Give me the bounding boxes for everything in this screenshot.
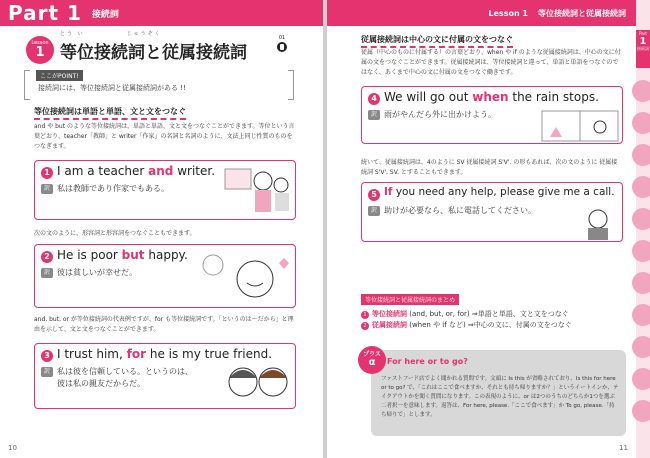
rain-window-illustration bbox=[540, 109, 620, 143]
plus-title: For here or to go? bbox=[387, 357, 468, 366]
example-box-1 bbox=[34, 160, 296, 220]
tab-dot[interactable] bbox=[632, 368, 650, 390]
example-japanese: 私は教師であり作家でもある。 bbox=[57, 184, 169, 193]
example-box-3 bbox=[34, 343, 296, 409]
example-number: 4 bbox=[368, 93, 380, 105]
left-page bbox=[0, 0, 323, 458]
summary-box bbox=[361, 287, 583, 329]
section-para-2: 従属（中心のものに付属する）の言葉どおり、when や if のような従属接続詞は、中心の文に付属の文をつなぐことができます。従属接続詞は、等位接続詞と違って、単語と単語をつなぐのではなく、あくまで中心の文に付属の文をつなぐ働きです。 bbox=[361, 49, 621, 76]
right-page bbox=[327, 0, 650, 458]
part-label: Part 1 bbox=[8, 1, 82, 25]
translation-icon: 訳 bbox=[41, 268, 53, 278]
header-title: 等位接続詞と従属接続詞 bbox=[538, 8, 626, 18]
translation-icon: 訳 bbox=[41, 367, 53, 377]
tab-part-1[interactable]: Part 1 接続詞 bbox=[636, 30, 650, 68]
tab-dot[interactable] bbox=[632, 240, 650, 262]
title-furigana: とう い じゅうぞく bbox=[60, 31, 162, 37]
tab-dot[interactable] bbox=[632, 208, 650, 230]
example-number: 1 bbox=[41, 167, 53, 179]
header-lesson: Lesson 1 bbox=[488, 8, 528, 18]
phone-call-illustration bbox=[576, 207, 620, 241]
para-2: and, but, or が等位接続詞の代表例ですが、for も等位接続詞です。「というのは～だから」と理由を示して、文と文をつなぐことができます。 bbox=[34, 316, 294, 333]
tab-dot[interactable] bbox=[632, 304, 650, 326]
translation-icon: 訳 bbox=[368, 206, 380, 216]
right-header bbox=[327, 0, 636, 26]
example-number: 5 bbox=[368, 189, 380, 201]
example-japanese: 私は彼を信頼している。というのは、 彼は私の親友だからだ。 bbox=[57, 367, 193, 388]
example-english: I trust him, for he is my true friend. bbox=[57, 347, 273, 361]
tab-dot[interactable] bbox=[632, 176, 650, 198]
point-label: ここがPOINT! bbox=[36, 70, 83, 81]
left-header bbox=[0, 0, 323, 26]
section-heading-2: 従属接続詞は中心の文に付属の文をつなぐ bbox=[361, 34, 513, 48]
audio-icon[interactable] bbox=[276, 36, 288, 55]
example-english: He is poor but happy. bbox=[57, 248, 188, 262]
side-tab bbox=[636, 0, 650, 458]
tab-dot[interactable] bbox=[632, 112, 650, 134]
lesson-number: 1 bbox=[35, 45, 45, 60]
example-english: I am a teacher and writer. bbox=[57, 164, 216, 178]
page-number: 11 bbox=[619, 444, 628, 452]
summary-title: 等位接続詞と従属接続詞のまとめ bbox=[361, 294, 459, 305]
point-box bbox=[24, 70, 294, 100]
friends-illustration bbox=[223, 362, 293, 406]
translation-icon: 訳 bbox=[41, 184, 53, 194]
example-box-4 bbox=[361, 86, 623, 144]
summary-lines: 1 等位接続詞 (and, but, or, for) ⇒単語と単語、文と文をつなぐ 2 従属接続詞 (when や if など) ⇒中心の文に、付属の文をつなぐ bbox=[361, 309, 583, 331]
plus-alpha-badge: プラス α bbox=[358, 346, 386, 374]
tab-dot[interactable] bbox=[632, 272, 650, 294]
tab-dot[interactable] bbox=[632, 80, 650, 102]
section-heading-1: 等位接続詞は単語と単語、文と文をつなぐ bbox=[34, 106, 186, 120]
audio-track: 01 bbox=[278, 35, 286, 41]
example-box-5 bbox=[361, 182, 623, 242]
plus-alpha-box bbox=[371, 350, 626, 436]
example-english: We will go out when the rain stops. bbox=[384, 90, 599, 104]
poor-happy-illustration bbox=[195, 249, 293, 305]
example-english: If you need any help, please give me a call. bbox=[384, 186, 615, 198]
lesson-title: 等位接続詞と従属接続詞 bbox=[60, 43, 247, 63]
section-para-1: and や but のような等位接続詞は、単語と単語、文と文をつなぐことができます。等位という言葉どおり、teacher「教師」と writer「作家」の名詞と名詞のように、文法上同じ性質のものをつなぎます。 bbox=[34, 123, 295, 150]
lesson-label: Lesson bbox=[31, 40, 49, 46]
example-number: 2 bbox=[41, 251, 53, 263]
example-japanese: 助けが必要なら、私に電話してください。 bbox=[384, 206, 536, 215]
tab-dot[interactable] bbox=[632, 336, 650, 358]
mid-paragraph: 次の文のように、形容詞と形容詞をつなぐこともできます。 bbox=[34, 230, 196, 237]
tab-dot[interactable] bbox=[632, 400, 650, 422]
example-japanese: 彼は貧しいが幸せだ。 bbox=[57, 268, 137, 277]
tab-dot[interactable] bbox=[632, 144, 650, 166]
para-3: 続いて、従属接続詞は、4のように SV 従属接続詞 S'V'. の形もあれば、次の文のように 従属接続詞 S'V', SV. とすることもできます。 bbox=[361, 159, 618, 176]
page-number: 10 bbox=[8, 444, 17, 452]
teacher-writer-illustration bbox=[223, 165, 293, 217]
header-title: 接続詞 bbox=[91, 9, 119, 20]
example-japanese: 雨がやんだら外に出かけよう。 bbox=[384, 110, 496, 119]
example-number: 3 bbox=[41, 350, 53, 362]
plus-body: ファストフード店でよく聞かれる質問です。文頭に Is this が省略されており、Is this for here or to go? で、「これはここで食べますか、それとも持ち帰りますか？」というイートインか、テイクアウトかを聞く質問になります。この表現のように、or は2つのうちのどちらか1つを選ぶ二者択一を意味します。返答は、For here, please.「ここで食べます」か To go, please.「持ち帰りで」とします。 bbox=[381, 376, 619, 418]
example-box-2 bbox=[34, 244, 296, 308]
translation-icon: 訳 bbox=[368, 110, 380, 120]
point-text: 接続詞には、等位接続詞と従属接続詞がある !! bbox=[38, 84, 186, 92]
lesson-badge bbox=[26, 36, 54, 64]
